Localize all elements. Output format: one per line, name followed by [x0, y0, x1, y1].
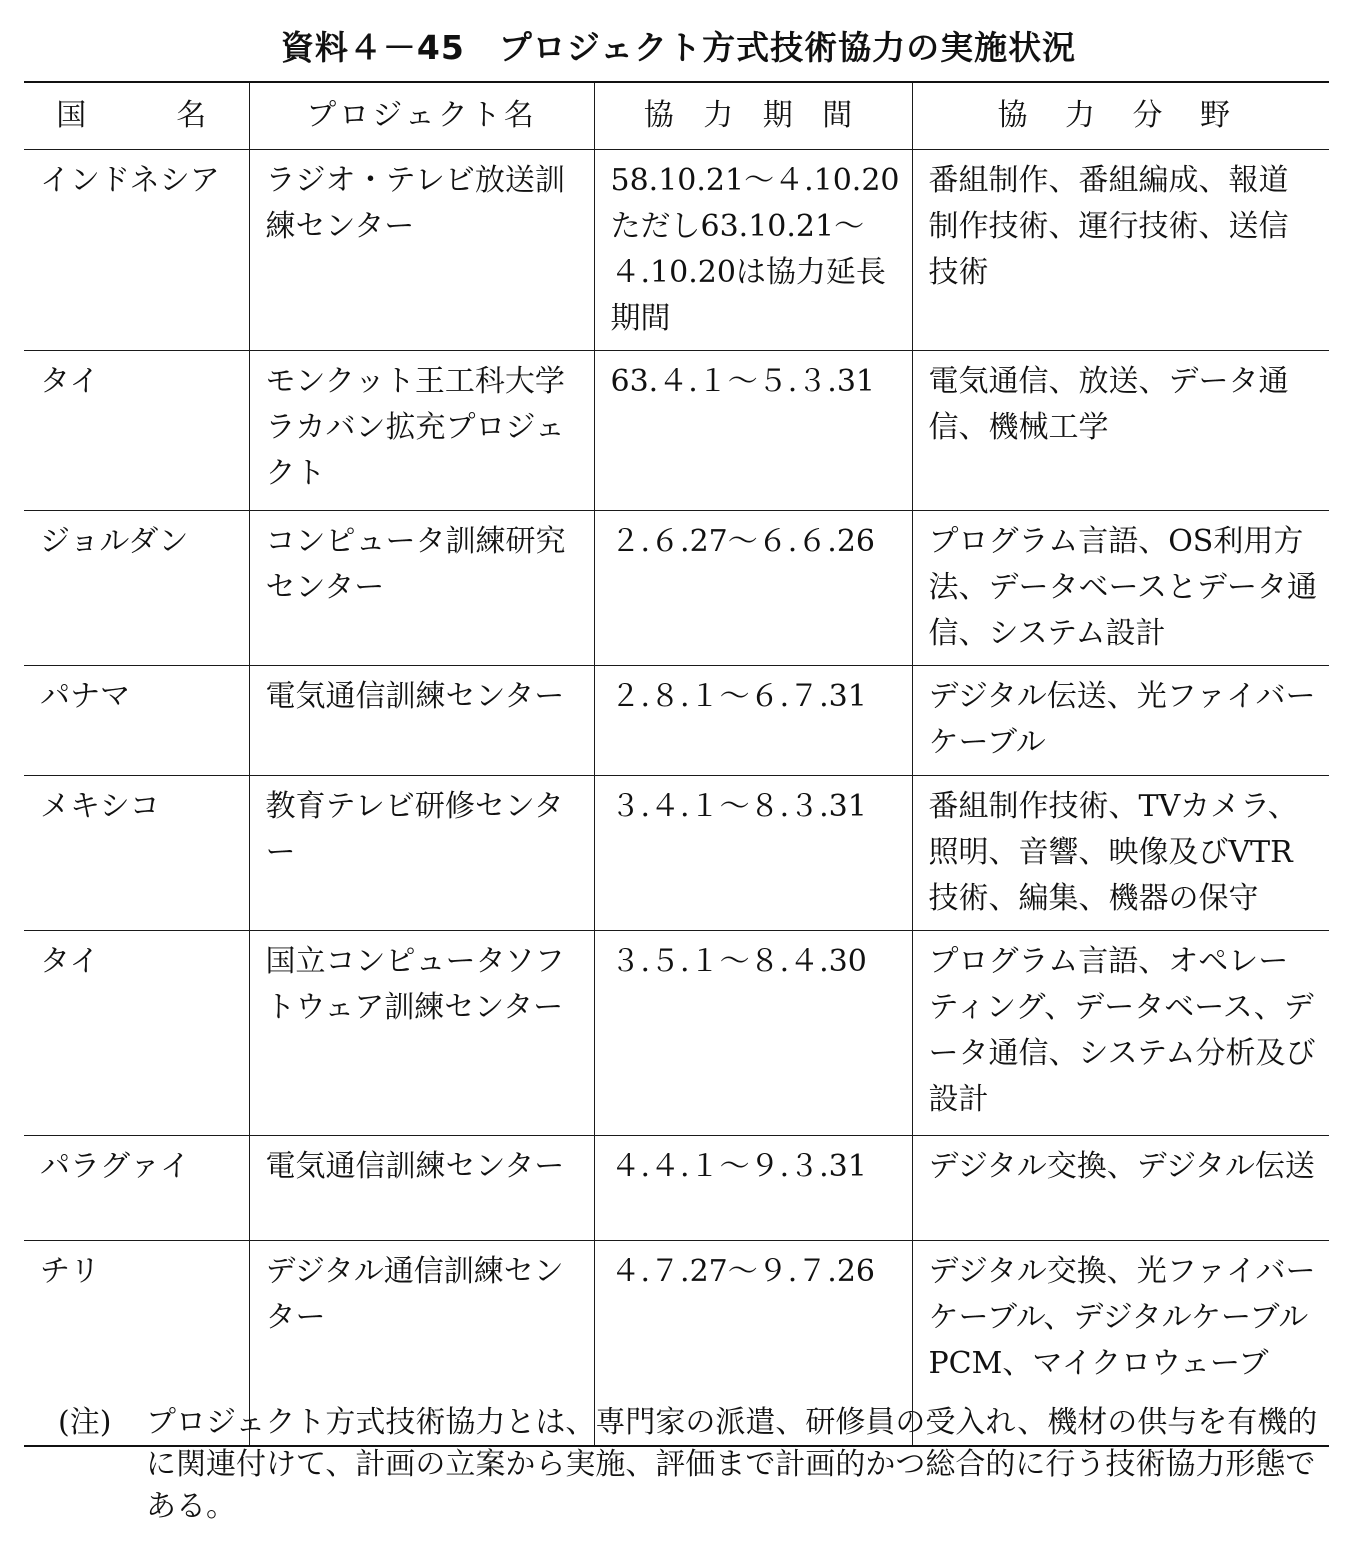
- cell-project: 電気通信訓練センター: [249, 1136, 594, 1241]
- table-row: [24, 511, 1329, 666]
- header-row: [24, 82, 1329, 150]
- cell-country: ジョルダン: [24, 511, 249, 666]
- cell-period: ３.５.１～８.４.30: [594, 931, 912, 1136]
- cell-field: プログラム言語、オペレーティング、データベース、データ通信、システム分析及び設計: [912, 931, 1329, 1136]
- cell-field: 番組制作技術、TVカメラ、照明、音響、映像及びVTR技術、編集、機器の保守: [912, 776, 1329, 931]
- footnote-text: プロジェクト方式技術協力とは、専門家の派遣、研修員の受入れ、機材の供与を有機的に関連付けて、計画の立案から実施、評価まで計画的かつ総合的に行う技術協力形態である。: [146, 1405, 1318, 1524]
- header-period: 協 力 期 間: [594, 82, 912, 150]
- table-row: [24, 1136, 1329, 1241]
- cell-period: 58.10.21～４.10.20 ただし63.10.21～４.10.20は協力延長期間: [594, 150, 912, 351]
- cell-country: タイ: [24, 351, 249, 511]
- cell-field: デジタル交換、光ファイバーケーブル、デジタルケーブルPCM、マイクロウェーブ: [912, 1241, 1329, 1446]
- table-row: [24, 666, 1329, 776]
- cell-project: 教育テレビ研修センター: [249, 776, 594, 931]
- cell-period: ４.４.１～９.３.31: [594, 1136, 912, 1241]
- cell-period: 63.４.１～５.３.31: [594, 351, 912, 511]
- cell-project: モンクット王工科大学ラカバン拡充プロジェクト: [249, 351, 594, 511]
- cell-country: タイ: [24, 931, 249, 1136]
- table-body: [24, 150, 1329, 1446]
- cell-project: ラジオ・テレビ放送訓練センター: [249, 150, 594, 351]
- cell-period: ３.４.１～８.３.31: [594, 776, 912, 931]
- table-row: [24, 776, 1329, 931]
- cell-field: デジタル伝送、光ファイバーケーブル: [912, 666, 1329, 776]
- cell-project: デジタル通信訓練センター: [249, 1241, 594, 1446]
- cell-project: コンピュータ訓練研究センター: [249, 511, 594, 666]
- cell-country: インドネシア: [24, 150, 249, 351]
- cell-period: ２.６.27～６.６.26: [594, 511, 912, 666]
- cell-country: メキシコ: [24, 776, 249, 931]
- cell-field: 番組制作、番組編成、報道制作技術、運行技術、送信技術: [912, 150, 1329, 351]
- cooperation-table: [24, 81, 1329, 1447]
- cell-field: プログラム言語、OS利用方法、データベースとデータ通信、システム設計: [912, 511, 1329, 666]
- cell-country: パラグァイ: [24, 1136, 249, 1241]
- cell-field: デジタル交換、デジタル伝送: [912, 1136, 1329, 1241]
- table-row: [24, 351, 1329, 511]
- header-project: プロジェクト名: [249, 82, 594, 150]
- table-row: [24, 150, 1329, 351]
- cell-period: ２.８.１～６.７.31: [594, 666, 912, 776]
- cell-country: パナマ: [24, 666, 249, 776]
- footnote: [58, 1402, 1328, 1528]
- footnote-mark: (注): [58, 1405, 112, 1440]
- header-country: 国 名: [24, 82, 249, 150]
- cell-country: チリ: [24, 1241, 249, 1446]
- document-title: 資料４－45 プロジェクト方式技術協力の実施状況: [280, 28, 1077, 67]
- cell-project: 電気通信訓練センター: [249, 666, 594, 776]
- header-field: 協 力 分 野: [912, 82, 1329, 150]
- table-row: [24, 931, 1329, 1136]
- cell-field: 電気通信、放送、データ通信、機械工学: [912, 351, 1329, 511]
- cell-period: ４.７.27～９.７.26: [594, 1241, 912, 1446]
- cell-project: 国立コンピュータソフトウェア訓練センター: [249, 931, 594, 1136]
